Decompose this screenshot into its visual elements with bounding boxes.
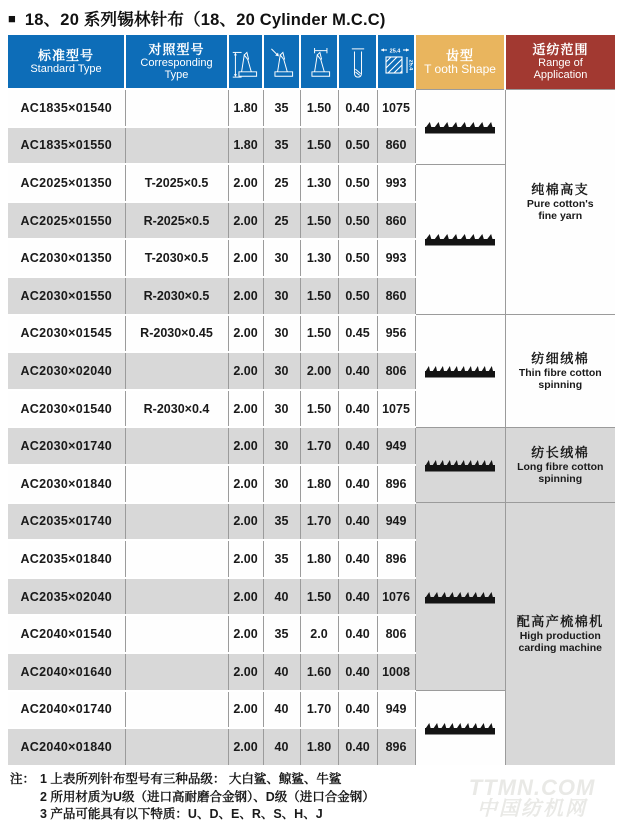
table-row: [8, 89, 615, 127]
total-height-cell: 2.00: [228, 202, 263, 240]
rib-width-cell: 0.40: [338, 691, 377, 729]
tooth-depth-cell: 2.0: [300, 615, 338, 653]
standard-type-cell: AC2040×01840: [8, 728, 125, 765]
col-header-rib-width: [338, 35, 377, 89]
rib-width-cell: 0.40: [338, 503, 377, 541]
application-name-en: Pure cotton's: [526, 197, 594, 210]
working-angle-cell: 40: [263, 653, 300, 691]
working-angle-cell: 35: [263, 89, 300, 127]
total-height-cell: 1.80: [228, 89, 263, 127]
tooth-density-cell: 1076: [377, 578, 415, 616]
working-angle-cell: 25: [263, 164, 300, 202]
rib-width-icon: [343, 40, 373, 86]
tooth-depth-cell: 1.30: [300, 239, 338, 277]
application-name-zh: 配高产梳棉机: [516, 613, 604, 629]
tooth-depth-cell: 1.50: [300, 89, 338, 127]
tooth-depth-cell: 1.50: [300, 277, 338, 315]
working-angle-cell: 35: [263, 615, 300, 653]
table-row: [8, 427, 615, 465]
working-angle-cell: 35: [263, 540, 300, 578]
application-en2-header: Application: [533, 69, 588, 82]
col-header-tooth-density: [377, 35, 415, 89]
tooth-density-icon: [379, 40, 413, 86]
rib-width-cell: 0.50: [338, 127, 377, 165]
corresponding-type-cell: [125, 465, 228, 503]
saw-tooth-strip-icon: [425, 364, 495, 378]
application-name-en: carding machine: [518, 642, 602, 655]
total-height-cell: 2.00: [228, 239, 263, 277]
application-name-en: Long fibre cotton spinning: [517, 460, 604, 486]
tooth-density-cell: 896: [377, 540, 415, 578]
corresponding-type-cell: T-2030×0.5: [125, 239, 228, 277]
rib-width-cell: 0.40: [338, 540, 377, 578]
tooth-depth-cell: 1.50: [300, 315, 338, 353]
footnote-label: 注：: [10, 772, 36, 786]
total-height-cell: 2.00: [228, 465, 263, 503]
rib-width-cell: 0.40: [338, 615, 377, 653]
rib-width-cell: 0.40: [338, 653, 377, 691]
density-side-label: 25.4: [407, 59, 413, 71]
corresponding-type-cell: [125, 352, 228, 390]
total-height-cell: 2.00: [228, 164, 263, 202]
tooth-depth-cell: 1.70: [300, 427, 338, 465]
working-angle-cell: 30: [263, 352, 300, 390]
footnote-item: 1 上表所列针布型号有三种品级： 大白鲨、鲸鲨、牛鲨: [40, 772, 342, 786]
tooth-shape-en: T ooth Shape: [424, 62, 496, 76]
tooth-depth-cell: 1.50: [300, 127, 338, 165]
rib-width-cell: 0.40: [338, 465, 377, 503]
corresponding-type-cell: R-2030×0.5: [125, 277, 228, 315]
standard-type-cell: AC2030×01545: [8, 315, 125, 353]
tooth-depth-cell: 1.80: [300, 465, 338, 503]
corresponding-type-cell: [125, 615, 228, 653]
watermark-line2: 中国纺机网: [477, 798, 587, 821]
corresponding-type-cell: [125, 540, 228, 578]
tooth-density-cell: 1008: [377, 653, 415, 691]
tooth-density-cell: 806: [377, 615, 415, 653]
tooth-density-cell: 806: [377, 352, 415, 390]
total-height-cell: 2.00: [228, 427, 263, 465]
rib-width-cell: 0.40: [338, 390, 377, 428]
standard-type-cell: AC2040×01640: [8, 653, 125, 691]
col-header-tooth-depth: [300, 35, 338, 89]
standard-type-cell: AC2030×01550: [8, 277, 125, 315]
footnote-item: 2 所用材质为U级（进口高耐磨合金钢）、D级（进口合金钢）: [40, 789, 375, 804]
standard-type-cell: AC2025×01550: [8, 202, 125, 240]
table-row: [8, 503, 615, 541]
tooth-shape-cell: [415, 427, 505, 502]
standard-type-zh: 标准型号: [37, 47, 94, 63]
saw-tooth-strip-icon: [425, 590, 495, 604]
standard-type-cell: AC2040×01540: [8, 615, 125, 653]
working-angle-cell: 30: [263, 315, 300, 353]
application-name-en: fine yarn: [538, 210, 583, 223]
footnote-item: 3 产品可能具有以下特质：U、D、E、R、S、H、J: [40, 807, 323, 821]
application-name-zh: 纯棉高支: [531, 181, 590, 197]
corresponding-type-zh: 对照型号: [148, 41, 205, 57]
tooth-shape-cell: [415, 89, 505, 164]
corresponding-type-cell: [125, 728, 228, 765]
saw-tooth-strip-icon: [425, 232, 495, 246]
title-bullet-icon: ■: [8, 10, 16, 26]
tooth-depth-cell: 2.00: [300, 352, 338, 390]
corresponding-type-en1: Corresponding: [140, 56, 213, 69]
tooth-density-cell: 1075: [377, 390, 415, 428]
total-height-cell: 2.00: [228, 578, 263, 616]
tooth-density-cell: 993: [377, 164, 415, 202]
col-header-tooth-shape: [415, 35, 505, 89]
tooth-shape-zh: 齿型: [445, 48, 474, 63]
tooth-shape-cell: [415, 691, 505, 765]
corresponding-type-cell: [125, 691, 228, 729]
tooth-depth-cell: 1.50: [300, 390, 338, 428]
saw-tooth-strip-icon: [425, 458, 495, 472]
working-angle-cell: 30: [263, 427, 300, 465]
tooth-density-cell: 949: [377, 503, 415, 541]
working-angle-cell: 40: [263, 691, 300, 729]
tooth-density-cell: 949: [377, 427, 415, 465]
col-header-standard-type: [8, 35, 125, 89]
footnotes: [10, 771, 470, 824]
rib-width-cell: 0.40: [338, 578, 377, 616]
tooth-density-cell: 860: [377, 127, 415, 165]
tooth-depth-cell: 1.50: [300, 578, 338, 616]
tooth-density-cell: 993: [377, 239, 415, 277]
tooth-depth-cell: 1.30: [300, 164, 338, 202]
corresponding-type-cell: R-2030×0.45: [125, 315, 228, 353]
working-angle-cell: 25: [263, 202, 300, 240]
total-height-cell: 1.80: [228, 127, 263, 165]
page-title-text: 18、20 系列锡林针布（18、20 Cylinder M.C.C): [24, 11, 386, 29]
tooth-density-cell: 896: [377, 465, 415, 503]
rib-width-cell: 0.50: [338, 164, 377, 202]
tooth-density-cell: 1075: [377, 89, 415, 127]
header-row: [8, 35, 615, 89]
corresponding-type-cell: R-2030×0.4: [125, 390, 228, 428]
working-angle-cell: 30: [263, 390, 300, 428]
total-height-cell: 2.00: [228, 615, 263, 653]
col-header-working-angle: [263, 35, 300, 89]
tooth-depth-cell: 1.80: [300, 728, 338, 765]
working-angle-cell: 30: [263, 465, 300, 503]
tooth-depth-icon: [304, 40, 334, 86]
col-header-total-height: [228, 35, 263, 89]
footnote-line: [10, 789, 470, 807]
density-top-label: 25.4: [389, 48, 401, 55]
tooth-density-cell: 956: [377, 315, 415, 353]
total-height-cell: 2.00: [228, 540, 263, 578]
working-angle-cell: 30: [263, 239, 300, 277]
rib-width-cell: 0.40: [338, 728, 377, 765]
corresponding-type-cell: [125, 89, 228, 127]
standard-type-cell: AC1835×01540: [8, 89, 125, 127]
standard-type-cell: AC2030×01740: [8, 427, 125, 465]
footnote-line: [10, 771, 470, 789]
total-height-cell: 2.00: [228, 503, 263, 541]
watermark: [443, 776, 621, 820]
page-title: [8, 6, 386, 30]
working-angle-cell: 35: [263, 127, 300, 165]
standard-type-cell: AC2030×02040: [8, 352, 125, 390]
tooth-shape-cell: [415, 164, 505, 314]
corresponding-type-cell: R-2025×0.5: [125, 202, 228, 240]
working-angle-cell: 40: [263, 578, 300, 616]
tooth-depth-cell: 1.60: [300, 653, 338, 691]
total-height-cell: 2.00: [228, 691, 263, 729]
tooth-density-cell: 860: [377, 202, 415, 240]
rib-width-cell: 0.50: [338, 277, 377, 315]
corresponding-type-cell: [125, 427, 228, 465]
standard-type-cell: AC1835×01550: [8, 127, 125, 165]
working-angle-cell: 30: [263, 277, 300, 315]
application-name-zh: 纺细绒棉: [531, 350, 590, 366]
watermark-line1: TTMN.COM: [468, 775, 596, 800]
total-height-cell: 2.00: [228, 277, 263, 315]
corresponding-type-cell: [125, 653, 228, 691]
tooth-density-cell: 860: [377, 277, 415, 315]
working-angle-icon: [267, 40, 297, 86]
total-height-cell: 2.00: [228, 390, 263, 428]
standard-type-en: Standard Type: [30, 62, 102, 75]
corresponding-type-en2: Type: [164, 69, 189, 81]
tooth-shape-cell: [415, 503, 505, 691]
saw-tooth-strip-icon: [425, 721, 495, 735]
application-cell: [505, 427, 615, 502]
total-height-cell: 2.00: [228, 653, 263, 691]
tooth-depth-cell: 1.80: [300, 540, 338, 578]
col-header-application: [505, 35, 615, 89]
corresponding-type-cell: [125, 503, 228, 541]
rib-width-cell: 0.40: [338, 427, 377, 465]
rib-width-cell: 0.40: [338, 89, 377, 127]
standard-type-cell: AC2035×01840: [8, 540, 125, 578]
standard-type-cell: AC2040×01740: [8, 691, 125, 729]
tooth-shape-cell: [415, 315, 505, 428]
working-angle-cell: 35: [263, 503, 300, 541]
application-cell: [505, 89, 615, 315]
tooth-density-cell: 896: [377, 728, 415, 765]
application-cell: [505, 315, 615, 428]
total-height-cell: 2.00: [228, 352, 263, 390]
application-en1-header: Range of: [538, 56, 583, 69]
tooth-density-cell: 949: [377, 691, 415, 729]
corresponding-type-cell: T-2025×0.5: [125, 164, 228, 202]
application-cell: [505, 503, 615, 765]
tooth-depth-cell: 1.70: [300, 691, 338, 729]
footnote-line: [10, 806, 470, 824]
tooth-depth-cell: 1.50: [300, 202, 338, 240]
rib-width-cell: 0.45: [338, 315, 377, 353]
rib-width-cell: 0.40: [338, 352, 377, 390]
application-zh-header: 适纺范围: [532, 41, 589, 57]
spec-table: [8, 35, 615, 765]
rib-width-cell: 0.50: [338, 239, 377, 277]
application-name-en: High production: [519, 629, 601, 642]
corresponding-type-cell: [125, 578, 228, 616]
standard-type-cell: AC2025×01350: [8, 164, 125, 202]
working-angle-cell: 40: [263, 728, 300, 765]
total-height-icon: [231, 40, 261, 86]
application-name-en: Thin fibre cotton spinning: [518, 366, 602, 392]
rib-width-cell: 0.50: [338, 202, 377, 240]
saw-tooth-strip-icon: [425, 120, 495, 134]
total-height-cell: 2.00: [228, 315, 263, 353]
table-row: [8, 315, 615, 353]
col-header-corresponding-type: [125, 35, 228, 89]
standard-type-cell: AC2035×01740: [8, 503, 125, 541]
tooth-depth-cell: 1.70: [300, 503, 338, 541]
total-height-cell: 2.00: [228, 728, 263, 765]
corresponding-type-cell: [125, 127, 228, 165]
standard-type-cell: AC2030×01840: [8, 465, 125, 503]
standard-type-cell: AC2035×02040: [8, 578, 125, 616]
application-name-zh: 纺长绒棉: [531, 444, 590, 460]
standard-type-cell: AC2030×01350: [8, 239, 125, 277]
standard-type-cell: AC2030×01540: [8, 390, 125, 428]
